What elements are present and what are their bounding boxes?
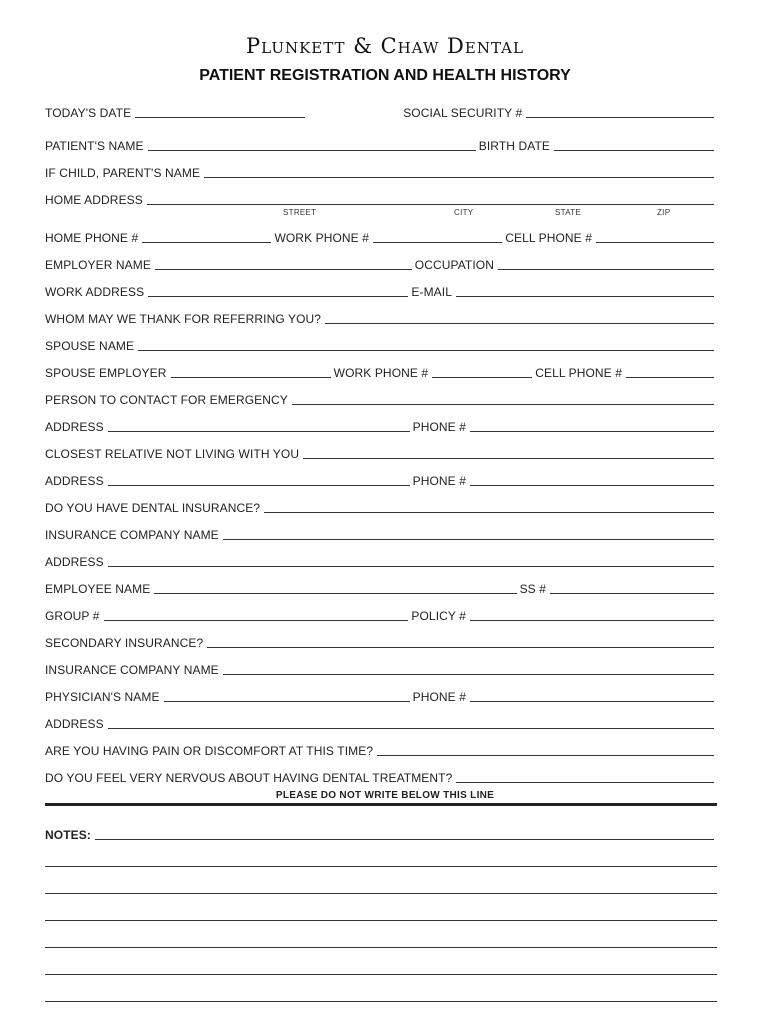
row-relative-address	[45, 472, 717, 488]
row-spouse-name	[45, 337, 717, 353]
cell-phone-label: CELL PHONE #	[505, 231, 592, 245]
home-address-field[interactable]	[147, 193, 714, 205]
parent-name-field[interactable]	[204, 166, 714, 178]
birth-date-field[interactable]	[554, 139, 714, 151]
ssn-field[interactable]	[526, 106, 714, 118]
todays-date-field[interactable]	[135, 106, 305, 118]
notes-line[interactable]	[45, 866, 717, 867]
dental-insurance-label: DO YOU HAVE DENTAL INSURANCE?	[45, 501, 261, 515]
form-title: PATIENT REGISTRATION AND HEALTH HISTORY	[199, 67, 571, 84]
work-phone-label: WORK PHONE #	[274, 231, 369, 245]
nervous-label: DO YOU FEEL VERY NERVOUS ABOUT HAVING DENTAL TREATMENT?	[45, 771, 453, 785]
row-employer	[45, 256, 717, 272]
work-phone-field[interactable]	[373, 231, 502, 243]
row-group-policy	[45, 607, 717, 623]
referral-field[interactable]	[325, 312, 714, 324]
row-emergency-address	[45, 418, 717, 434]
spouse-name-field[interactable]	[138, 339, 714, 351]
physician-phone-field[interactable]	[470, 690, 714, 702]
row-emergency-contact	[45, 391, 717, 407]
pain-field[interactable]	[377, 744, 714, 756]
row-nervous	[45, 769, 717, 785]
employee-name-label: EMPLOYEE NAME	[45, 582, 151, 596]
row-home-address	[45, 191, 717, 207]
ss-field[interactable]	[550, 582, 714, 594]
secondary-insurance-company-label: INSURANCE COMPANY NAME	[45, 663, 219, 677]
notes-line[interactable]	[45, 947, 717, 948]
row-physician	[45, 688, 717, 704]
home-phone-label: HOME PHONE #	[45, 231, 139, 245]
row-referral	[45, 310, 717, 326]
insurance-address-field[interactable]	[108, 555, 714, 567]
row-date-ssn	[45, 104, 717, 120]
row-phones	[45, 229, 717, 245]
cell-phone-field[interactable]	[596, 231, 714, 243]
row-secondary-insurance-company	[45, 661, 717, 677]
physician-phone-label: PHONE #	[412, 690, 466, 704]
referral-label: WHOM MAY WE THANK FOR REFERRING YOU?	[45, 312, 322, 326]
work-address-field[interactable]	[148, 285, 408, 297]
employer-name-label: EMPLOYER NAME	[45, 258, 151, 272]
spouse-name-label: SPOUSE NAME	[45, 339, 135, 353]
row-secondary-insurance	[45, 634, 717, 650]
emergency-contact-label: PERSON TO CONTACT FOR EMERGENCY	[45, 393, 288, 407]
row-physician-address	[45, 715, 717, 731]
notes-label: NOTES:	[45, 828, 91, 842]
notes-line[interactable]	[45, 920, 717, 921]
practice-name: Plunkett & Chaw Dental	[246, 34, 524, 58]
secondary-insurance-company-field[interactable]	[223, 663, 714, 675]
birth-date-label: BIRTH DATE	[478, 139, 550, 153]
group-field[interactable]	[104, 609, 409, 621]
row-work-address	[45, 283, 717, 299]
row-parent-name	[45, 164, 717, 180]
pain-label: ARE YOU HAVING PAIN OR DISCOMFORT AT THIS TIME?	[45, 744, 374, 758]
row-spouse-employer	[45, 364, 717, 380]
row-insurance-company	[45, 526, 717, 542]
employer-name-field[interactable]	[155, 258, 412, 270]
relative-phone-field[interactable]	[470, 474, 714, 486]
spouse-employer-field[interactable]	[171, 366, 331, 378]
secondary-insurance-field[interactable]	[207, 636, 714, 648]
city-caption: CITY	[454, 208, 474, 217]
spouse-work-phone-label: WORK PHONE #	[333, 366, 429, 380]
home-phone-field[interactable]	[142, 231, 271, 243]
emergency-contact-field[interactable]	[292, 393, 714, 405]
row-dental-insurance	[45, 499, 717, 515]
work-address-label: WORK ADDRESS	[45, 285, 145, 299]
row-pain	[45, 742, 717, 758]
insurance-company-field[interactable]	[223, 528, 714, 540]
todays-date-label: TODAY'S DATE	[45, 106, 132, 120]
home-address-label: HOME ADDRESS	[45, 193, 143, 207]
insurance-address-label: ADDRESS	[45, 555, 104, 569]
employee-name-field[interactable]	[154, 582, 516, 594]
relative-address-label: ADDRESS	[45, 474, 104, 488]
occupation-label: OCCUPATION	[414, 258, 494, 272]
row-patient-name	[45, 137, 717, 153]
ssn-label: SOCIAL SECURITY #	[403, 106, 523, 120]
zip-caption: ZIP	[657, 208, 671, 217]
policy-label: POLICY #	[411, 609, 466, 623]
row-notes	[45, 826, 717, 842]
spouse-work-phone-field[interactable]	[432, 366, 532, 378]
office-use-divider	[45, 803, 717, 806]
physician-address-field[interactable]	[108, 717, 714, 729]
occupation-field[interactable]	[498, 258, 714, 270]
email-field[interactable]	[456, 285, 714, 297]
relative-address-field[interactable]	[108, 474, 410, 486]
row-employee-name	[45, 580, 717, 596]
closest-relative-field[interactable]	[303, 447, 714, 459]
nervous-field[interactable]	[456, 771, 714, 783]
ss-label: SS #	[519, 582, 546, 596]
emergency-address-field[interactable]	[108, 420, 410, 432]
patient-name-label: PATIENT'S NAME	[45, 139, 144, 153]
notes-line[interactable]	[45, 893, 717, 894]
emergency-phone-field[interactable]	[470, 420, 714, 432]
emergency-phone-label: PHONE #	[412, 420, 466, 434]
email-label: E-MAIL	[411, 285, 452, 299]
physician-name-label: PHYSICIAN'S NAME	[45, 690, 160, 704]
notes-line[interactable]	[45, 1001, 717, 1002]
row-closest-relative	[45, 445, 717, 461]
relative-phone-label: PHONE #	[412, 474, 466, 488]
street-caption: STREET	[283, 208, 317, 217]
spouse-cell-phone-label: CELL PHONE #	[535, 366, 622, 380]
dental-insurance-field[interactable]	[264, 501, 714, 513]
patient-name-field[interactable]	[148, 139, 476, 151]
spouse-cell-phone-field[interactable]	[626, 366, 714, 378]
policy-field[interactable]	[470, 609, 714, 621]
closest-relative-label: CLOSEST RELATIVE NOT LIVING WITH YOU	[45, 447, 300, 461]
parent-name-label: IF CHILD, PARENT'S NAME	[45, 166, 201, 180]
state-caption: STATE	[555, 208, 582, 217]
notes-field[interactable]	[95, 828, 714, 840]
notes-line[interactable]	[45, 974, 717, 975]
secondary-insurance-label: SECONDARY INSURANCE?	[45, 636, 204, 650]
group-label: GROUP #	[45, 609, 100, 623]
row-insurance-address	[45, 553, 717, 569]
insurance-company-label: INSURANCE COMPANY NAME	[45, 528, 219, 542]
spouse-employer-label: SPOUSE EMPLOYER	[45, 366, 167, 380]
physician-address-label: ADDRESS	[45, 717, 104, 731]
emergency-address-label: ADDRESS	[45, 420, 104, 434]
physician-name-field[interactable]	[164, 690, 410, 702]
office-use-notice: PLEASE DO NOT WRITE BELOW THIS LINE	[275, 790, 495, 801]
